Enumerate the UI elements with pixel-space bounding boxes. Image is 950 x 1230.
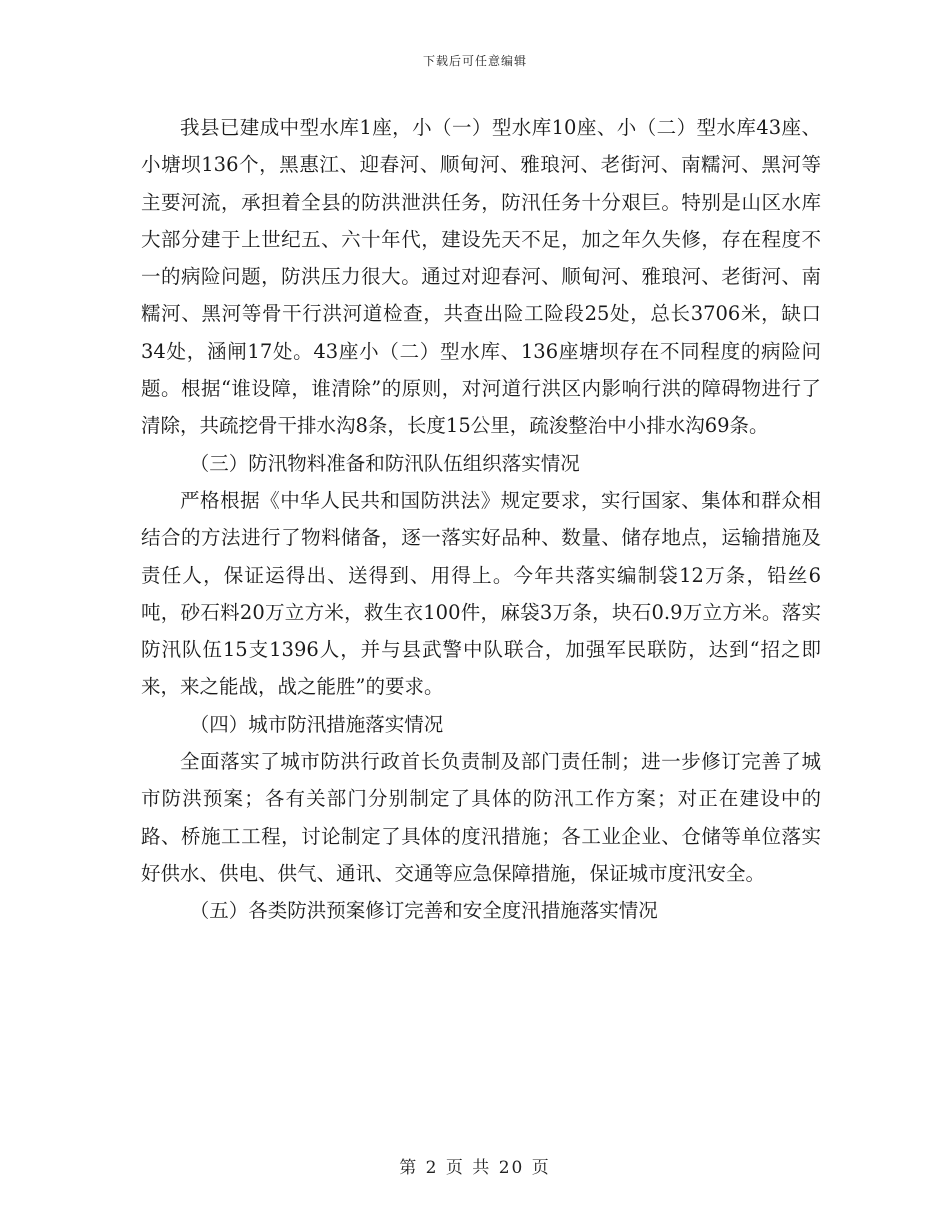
paragraph-city-flood: 全面落实了城市防洪行政首长负责制及部门责任制；进一步修订完善了城市防洪预案；各有关部门分别制定了具体的防汛工作方案；对正在建设中的路、桥施工工程，讨论制定了具体的度汛措施；各工业企业、仓储等单位落实好供水、供电、供气、通讯、交通等应急保障措施，保证城市度汛安全。 (141, 750, 821, 885)
section-heading-materials: （三）防汛物料准备和防汛队伍组织落实情况 (189, 451, 580, 475)
document-body (141, 109, 821, 930)
page-number-footer: 第 2 页 共 20 页 (399, 1158, 551, 1178)
page-header: 下载后可任意编辑 (422, 54, 527, 68)
section-heading-plans: （五）各类防洪预案修订完善和安全度汛措施落实情况 (189, 899, 658, 923)
paragraph-reservoir-status: 我县已建成中型水库1座，小（一）型水库10座、小（二）型水库43座、小塘坝136个，黑惠江、迎春河、顺甸河、雅琅河、老街河、南糯河、黑河等主要河流，承担着全县的防洪泄洪任务，防汛任务十分艰巨。特别是山区水库大部分建于上世纪五、六十年代，建设先天不足，加之年久失修，存在程度不一的病险问题，防洪压力很大。通过对迎春河、顺甸河、雅琅河、老街河、南糯河、黑河等骨干行洪河道检查，共查出险工险段25处，总长3706米，缺口34处，涵闸17处。43座小（二）型水库、136座塘坝存在不同程度的病险问题。根据“谁设障，谁清除”的原则，对河道行洪区内影响行洪的障碍物进行了清除，共疏挖骨干排水沟8条，长度15公里，疏浚整治中小排水沟69条。 (141, 116, 821, 438)
paragraph-materials: 严格根据《中华人民共和国防洪法》规定要求，实行国家、集体和群众相结合的方法进行了物料储备，逐一落实好品种、数量、储存地点，运输措施及责任人，保证运得出、送得到、用得上。今年共落实编制袋12万条，铅丝6吨，砂石料20万立方米，救生衣100件，麻袋3万条，块石0.9万立方米。落实防汛队伍15支1396人，并与县武警中队联合，加强军民联防，达到“招之即来，来之能战，战之能胜”的要求。 (141, 488, 821, 699)
section-heading-city-flood: （四）城市防汛措施落实情况 (189, 712, 444, 736)
